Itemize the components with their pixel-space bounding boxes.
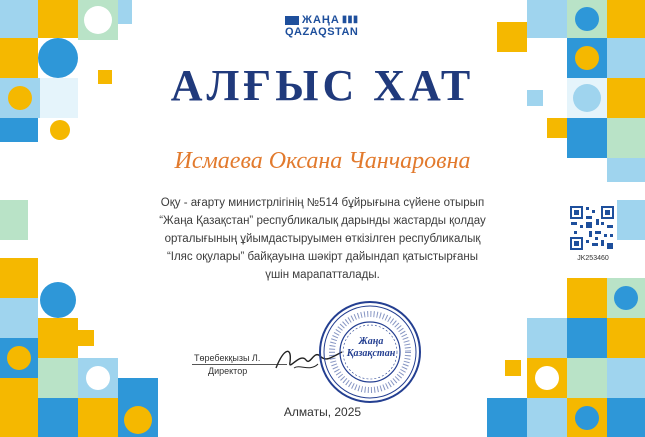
brand-bottom-text: QAZAQSTAN xyxy=(285,26,359,38)
award-text xyxy=(125,194,520,284)
place-and-year: Алматы, 2025 xyxy=(283,405,362,419)
qr-code-label: JK253460 xyxy=(577,255,609,262)
flag-icon xyxy=(285,16,299,25)
stamp-text-line: Жаңа xyxy=(358,336,384,347)
award-text-line: орталығының ұйымдастыруымен өткізілген республикалық xyxy=(164,233,481,245)
award-text-line: “Жаңа Қазақстан” республикалық дарынды жастарды қолдау xyxy=(159,215,486,227)
recipient-name: Исмаева Оксана Чанчаровна xyxy=(174,148,471,174)
brand-top-text: ЖАҢА xyxy=(302,14,340,26)
signatory-name: Төребекқызы Л. xyxy=(194,353,261,363)
qr-code-icon xyxy=(569,205,615,251)
bars-icon: ▮▮▮ xyxy=(341,14,359,25)
stamp-text-line: Қазақстан xyxy=(346,348,396,359)
stamp-text xyxy=(343,336,399,360)
award-text-line: үшін марапатталады. xyxy=(265,269,380,281)
signatory-role: Директор xyxy=(208,366,248,376)
brand-logo xyxy=(285,14,371,40)
award-text-line: “Іляс оқулары” байқауына шәкірт дайындап қатыстырғаны xyxy=(166,251,479,263)
award-text-line: Оқу - ағарту министрлігінің №514 бұйрығына сүйене отырып xyxy=(160,197,485,209)
certificate-title: АЛҒЫС ХАТ xyxy=(170,61,475,110)
